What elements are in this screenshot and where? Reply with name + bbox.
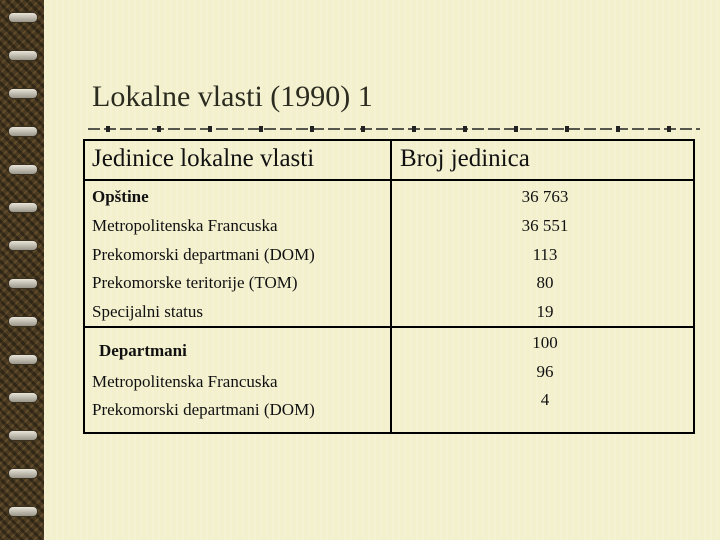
divider-tick bbox=[361, 126, 365, 132]
spiral-ring bbox=[8, 392, 38, 403]
row-label-metro-1: Metropolitenska Francuska bbox=[92, 216, 278, 235]
slide-title-number: 1 bbox=[357, 80, 373, 113]
divider-tick bbox=[157, 126, 161, 132]
divider-tick bbox=[667, 126, 671, 132]
row-value-special: 19 bbox=[536, 302, 554, 321]
slide-title bbox=[92, 80, 373, 114]
row-label-special: Specijalni status bbox=[92, 302, 203, 321]
column-divider bbox=[390, 141, 392, 432]
row-value-dom-2: 4 bbox=[540, 390, 550, 409]
spiral-ring bbox=[8, 126, 38, 137]
spiral-ring bbox=[8, 12, 38, 23]
dotted-divider bbox=[88, 126, 700, 132]
divider-tick bbox=[412, 126, 416, 132]
header-units: Jedinice lokalne vlasti bbox=[92, 145, 315, 172]
divider-tick bbox=[106, 126, 110, 132]
spiral-ring bbox=[8, 278, 38, 289]
row-value-metro-2: 96 bbox=[536, 362, 554, 381]
data-table bbox=[83, 139, 695, 434]
divider-tick bbox=[565, 126, 569, 132]
row-label-dom-2: Prekomorski departmani (DOM) bbox=[92, 400, 315, 419]
spiral-ring bbox=[8, 354, 38, 365]
spiral-ring bbox=[8, 202, 38, 213]
header-row-divider bbox=[85, 179, 693, 181]
row-label-departmani: Departmani bbox=[99, 341, 187, 360]
slide-title-text: Lokalne vlasti (1990) bbox=[92, 80, 351, 113]
row-value-tom: 80 bbox=[536, 273, 554, 292]
divider-tick bbox=[463, 126, 467, 132]
row-value-departmani: 100 bbox=[532, 333, 558, 352]
row-label-metro-2: Metropolitenska Francuska bbox=[92, 372, 278, 391]
spiral-ring bbox=[8, 88, 38, 99]
divider-tick bbox=[208, 126, 212, 132]
spiral-ring bbox=[8, 50, 38, 61]
divider-tick bbox=[616, 126, 620, 132]
spiral-rings bbox=[8, 0, 38, 540]
group-divider bbox=[85, 326, 693, 328]
row-label-opstine: Opštine bbox=[92, 187, 149, 206]
divider-tick bbox=[259, 126, 263, 132]
spiral-ring bbox=[8, 430, 38, 441]
row-value-metro-1: 36 551 bbox=[521, 216, 569, 235]
divider-tick bbox=[310, 126, 314, 132]
spiral-ring bbox=[8, 316, 38, 327]
row-value-opstine: 36 763 bbox=[521, 187, 569, 206]
divider-tick bbox=[514, 126, 518, 132]
row-value-dom-1: 113 bbox=[532, 245, 558, 264]
row-label-dom-1: Prekomorski departmani (DOM) bbox=[92, 245, 315, 264]
header-count: Broj jedinica bbox=[400, 145, 530, 172]
spiral-ring bbox=[8, 506, 38, 517]
spiral-ring bbox=[8, 164, 38, 175]
spiral-ring bbox=[8, 240, 38, 251]
spiral-ring bbox=[8, 468, 38, 479]
row-label-tom: Prekomorske teritorije (TOM) bbox=[92, 273, 298, 292]
